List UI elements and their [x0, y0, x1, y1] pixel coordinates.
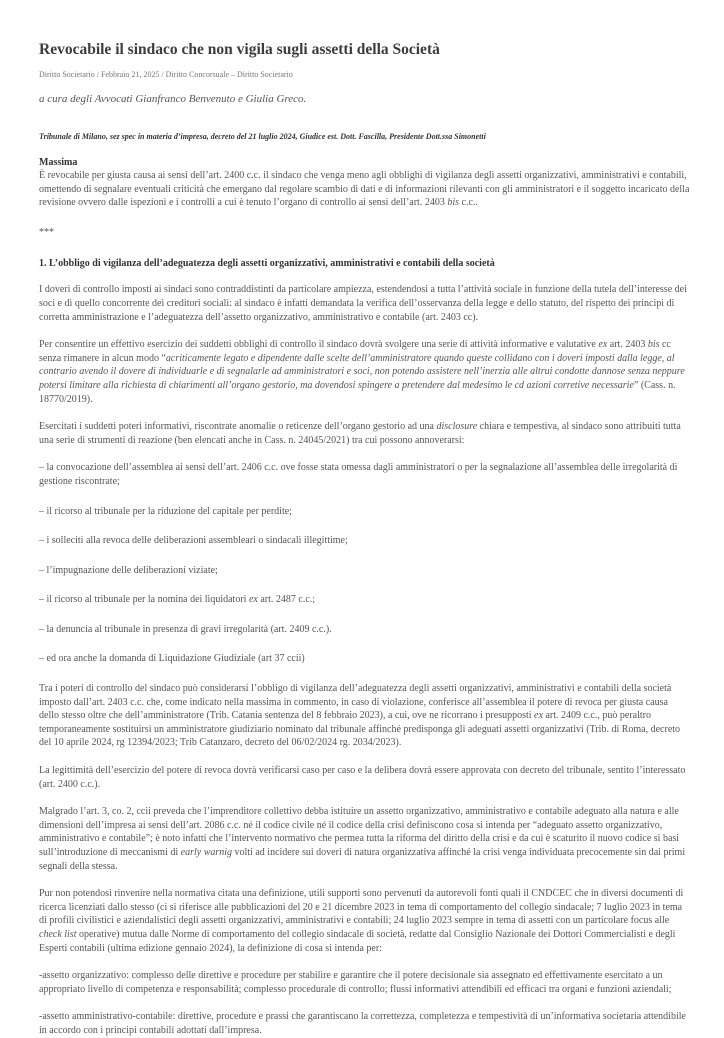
text: operative) mutua dalle Norme di comportamento del collegio sindacale di società, redatte dal Consiglio Nazionale dei Dottori Commercialisti e degli Esperti contabili (ultima edizione gennaio 2024), la definizione di cosa si intenda per: [39, 928, 676, 954]
text: cc senza rimanere in alcun modo “ [39, 339, 671, 364]
list-item: – il ricorso al tribunale per la riduzione del capitale per perdite; [39, 505, 292, 517]
text-italic: early warnig [180, 847, 233, 858]
paragraph [39, 682, 690, 750]
section-separator: *** [39, 226, 54, 238]
category-link[interactable]: Diritto Societario [39, 70, 95, 79]
list-item: – l’impugnazione delle deliberazioni viziate; [39, 564, 218, 576]
text: Pur non potendosi rinvenire nella normativa citata una definizione, utili supporti sono pervenuti da autorevoli fonti quali il CNDCEC che in diversi documenti di ricerca licenziati dallo stesso (ci si riferisce alle pubblicazioni del 20 e 21 dicembre 2023 in tema di comportamento del collegio sindacale; 7 luglio 2023 in tema di profili civilistici e aziendalistici degli assetti organizzativi, amministrativi e contabili; 24 luglio 2023 sempre in tema di assetti con un particolare focus alle [39, 888, 684, 927]
text: c.c.. [459, 197, 478, 209]
text-italic: check list [39, 928, 77, 940]
list-item [39, 593, 690, 607]
list-item: – ed ora anche la domanda di Liquidazione Giudiziale (art 37 ccii) [39, 653, 305, 665]
paragraph [39, 338, 690, 406]
massima-heading: Massima [39, 157, 78, 168]
paragraph [39, 805, 690, 873]
list-item: – la denuncia al tribunale in presenza di gravi irregolarità (art. 2409 c.c.). [39, 623, 332, 635]
article-title: Revocabile il sindaco che non vigila sugli assetti della Società [39, 41, 440, 58]
text: – il ricorso al tribunale per la nomina dei liquidatori [39, 594, 249, 606]
meta-separator: / [159, 70, 166, 79]
byline: a cura degli Avvocati Gianfranco Benvenuto e Giulia Greco. [39, 93, 307, 105]
section-heading: 1. L’obbligo di vigilanza dell’adeguatezza degli assetti organizzativi, amministrativi e contabili della società [39, 258, 495, 270]
list-item: – la convocazione dell’assemblea ai sensi dell’art. 2406 c.c. ove fosse stata omessa dagli amministratori o per la segnalazione all’assemblea delle irregolarità di gestione riscontrate; [39, 462, 678, 487]
text: ” (Cass. n. 18770/2019). [39, 379, 676, 405]
quote: acriticamente legato e dipendente dalle scelte dell’amministratore quando queste collidano con i doveri imposti dalla legge, al contrario avendo il dovere di individuarle e di segnalarle ad amministratori e soci, non potendo assistere nell’inerzia alle altrui condotte dannose senza neppure potersi limitare alla richiesta di chiarimenti all’organo gestorio, ma dovendosi spingere a pretendere dal medesimo le cd azioni corretive necessarie [39, 352, 685, 391]
text-italic: ex [248, 594, 258, 606]
text: È revocabile per giusta causa ai sensi dell’art. 2400 c.c. il sindaco che venga meno agli obblighi di vigilanza degli assetti organizzativi, amministrativi e contabili, omettendo di segnalare eventuali criticità che emergano dal regolare scambio di dati e di informazioni rilevanti con gli amministratori e il soggetto incaricato della revisione ovvero dalle ispezioni e i controlli a cui è tenuto l’organo di controllo ai sensi dell’art. 2403 [39, 170, 690, 209]
text: art. 2487 c.c.; [257, 594, 316, 606]
text-italic: ex [598, 339, 608, 351]
article-meta [39, 69, 690, 81]
paragraph: I doveri di controllo imposti ai sindaci sono contraddistinti da particolare ampiezza, estendendosi a tutta l’attività sociale in funzione della tutela dell’interesse dei soci e di quello concorrente dei creditori sociali: al sindaco è infatti demandata la verifica dell’osservanza della legge e dello statuto, del rispetto dei principi di corretta amministrazione e l’adeguatezza dell’assetto organizzativo, amministrativo e contabile (art. 2403 cc). [39, 284, 687, 323]
publish-date: Febbraio 21, 2025 [101, 70, 160, 79]
text-italic: ex [534, 710, 543, 722]
paragraph [39, 887, 690, 955]
text: Malgrado l’art. 3, co. 2, ccii preveda che l’imprenditore collettivo debba istituire un assetto organizzativo, amministrativo e contabile adeguato alla natura e alle dimensioni dell’impresa ai sensi dell’art. 2086 c.c. né il codice civile né il codice della crisi definiscono cosa si intenda per “adeguato assetto organizzativo, amministrativo e contabile”; è noto infatti che l’intervento normativo che permea tutta la riforma del diritto della crisi e da cui è scaturito il nuovo codice si basi sull’introduzione di meccanismi di [39, 806, 680, 858]
court-reference: Tribunale di Milano, sez spec in materia d’impresa, decreto del 21 luglio 2024, Giudice est. Dott. Fascilla, Presidente Dott.ssa Simonetti [39, 132, 486, 141]
list-item: – i solleciti alla revoca delle deliberazioni assembleari o sindacali illegittime; [39, 535, 348, 547]
text: art. 2409 c.c., può peraltro temporaneamente sostituirsi un amministratore giudiziario nominato dal tribunale affinché predisponga gli adeguati assetti organizzativi (Trib. di Roma, decreto del 10 aprile 2024, rg 12394/2023; Trib Catanzaro, decreto del 06/02/2024 rg. 2034/2023). [39, 710, 681, 749]
tags-link[interactable]: Diritto Concorsuale – Diritto Societario [165, 70, 293, 79]
meta-separator: / [94, 70, 101, 79]
text: volti ad incidere sui doveri di natura organizzativa affinché la crisi venga individuata precocemente sin dai primi segnali della stessa. [39, 847, 686, 872]
paragraph: -assetto organizzativo: complesso delle direttive e procedure per stabilire e garantire che il potere decisionale sia assegnato ed effettivamente esercitato a un appropriato livello di competenza e responsabilità; complesso procedurale di controllo; flussi informativi attendibili ed efficaci tra organi e funzioni aziendali; [39, 970, 672, 995]
text-italic: bis [447, 197, 459, 209]
text-italic: disclosure [436, 421, 478, 433]
text: Tra i poteri di controllo del sindaco può considerarsi l’obbligo di vigilanza dell’adeguatezza degli assetti organizzativi, amministrativi e contabili della società imposto dall’art. 2403 c.c. che, come indicato nella massima in commento, in caso di violazione, conferisce all’assemblea il potere di revoca per giusta causa dello stesso oltre che dell’amministratore (Trib. Catania sentenza del 8 febbraio 2023), a cui, ove ne ricorrano i presupposti [39, 683, 672, 722]
massima-text [39, 169, 690, 210]
paragraph: La legittimità dell’esercizio del potere di revoca dovrà verificarsi caso per caso e la delibera dovrà essere approvata con decreto del tribunale, sentito l’interessato (art. 2400 c.c.). [39, 765, 686, 790]
paragraph: -assetto amministrativo-contabile: direttive, procedure e prassi che garantiscano la correttezza, completezza e tempestività di un’informativa societaria attendibile in accordo con i principi contabili adottati dall’impresa. [39, 1011, 686, 1036]
paragraph [39, 420, 690, 447]
text: art. 2403 [607, 339, 648, 351]
text: Per consentire un effettivo esercizio dei suddetti obblighi di controllo il sindaco dovrà svolgere una serie di attività informative e valutative [39, 339, 599, 351]
text-italic: bis [647, 339, 660, 351]
text: chiara e tempestiva, al sindaco sono attribuiti tutta una serie di strumenti di reazione (ben elencati anche in Cass. n. 24045/2021) tra cui possono annoverarsi: [39, 421, 681, 446]
text: Esercitati i suddetti poteri informativi, riscontrate anomalie o reticenze dell’organo gestorio ad una [39, 421, 437, 433]
